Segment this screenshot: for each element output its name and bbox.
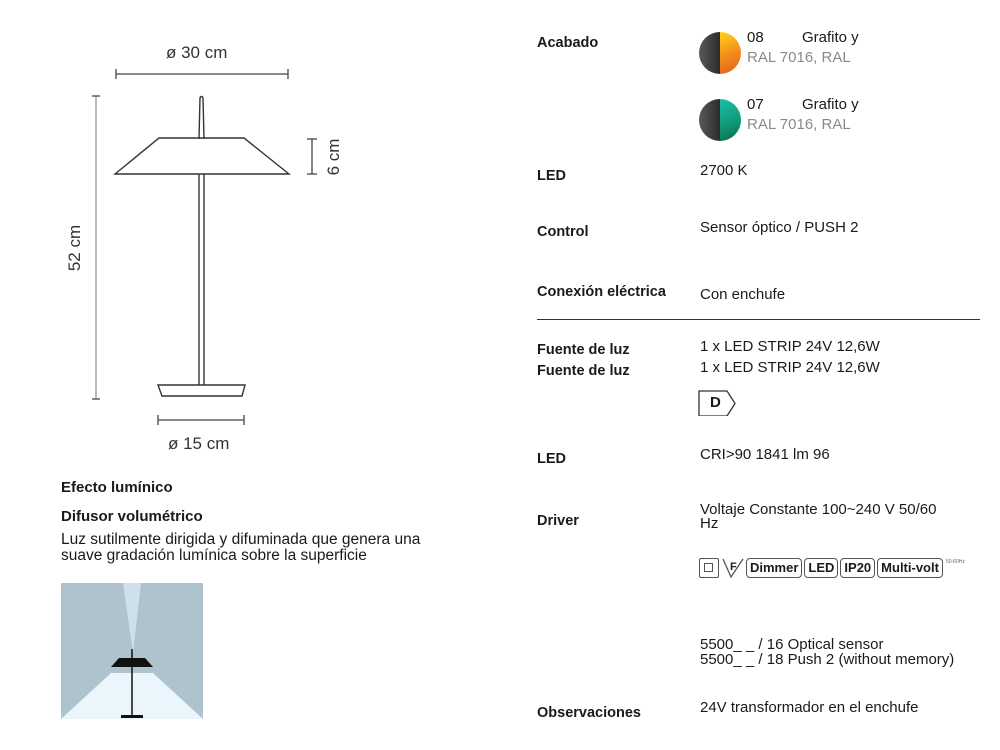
light-distribution-illustration [61,583,203,719]
driver-value-line-2: Hz [700,515,719,532]
f-mark-icon [722,558,744,578]
observations-label: Observaciones [537,705,641,721]
finish-label: Acabado [537,35,599,51]
led-output-value: CRI>90 1841 lm 96 [700,446,830,463]
finish-code: 08 [747,29,764,46]
section-divider [537,319,980,320]
badge-ip20: IP20 [840,558,875,578]
reference-push-2: 5500_ _ / 18 Push 2 (without memory) [700,651,955,668]
finish-name: Grafito y [802,96,859,113]
light-effect-description [61,532,420,564]
badge-multivolt: Multi-volt [877,558,943,578]
top-diameter-label: ø 30 cm [166,43,228,62]
led-temp-label: LED [537,168,566,184]
class-ii-icon [699,558,719,578]
technical-drawing [0,0,500,470]
finish-name: Grafito y [802,29,859,46]
driver-value-line-1: Voltaje Constante 100~240 V 50/60 [700,501,937,518]
description-line-2: suave gradación lumínica sobre la superficie [61,547,367,564]
light-source-value: 1 x LED STRIP 24V 12,6W [700,359,880,376]
control-value: Sensor óptico / PUSH 2 [700,219,859,236]
badge-led: LED [804,558,838,578]
driver-label: Driver [537,513,579,529]
finish-ral: RAL 7016, RAL [747,116,851,133]
led-temp-value: 2700 K [700,162,748,179]
shade-height-label: 6 cm [324,138,343,176]
finish-swatch-icon [699,32,741,74]
light-effect-heading: Efecto lumínico [61,479,173,496]
multivolt-frequency-note: 50-60Hz [945,559,965,565]
observations-value: 24V transformador en el enchufe [700,699,919,716]
light-source-label: Fuente de luz [537,342,630,358]
connection-value: Con enchufe [700,286,786,303]
finish-swatch-icon [699,99,741,141]
finish-code: 07 [747,96,764,113]
base-diameter-label: ø 15 cm [168,434,230,453]
driver-value [700,503,936,531]
certification-badges [699,558,965,578]
reference-optical-sensor: 5500_ _ / 16 Optical sensor [700,636,884,653]
light-effect-type: Difusor volumétrico [61,508,203,525]
control-label: Control [537,224,589,240]
total-height-label: 52 cm [65,224,84,272]
svg-text:F: F [730,561,737,573]
badge-dimmer: Dimmer [746,558,802,578]
finish-option-08[interactable] [699,30,899,76]
connection-label: Conexión eléctrica [537,284,666,300]
reference-codes [700,637,954,667]
energy-class-badge [698,390,738,418]
finish-ral: RAL 7016, RAL [747,49,851,66]
description-line-1: Luz sutilmente dirigida y difuminada que genera una [61,531,421,548]
energy-class-letter: D [710,394,721,411]
light-source-value: 1 x LED STRIP 24V 12,6W [700,338,880,355]
light-source-label: Fuente de luz [537,363,630,379]
finish-option-07[interactable] [699,97,899,143]
led-output-label: LED [537,451,566,467]
